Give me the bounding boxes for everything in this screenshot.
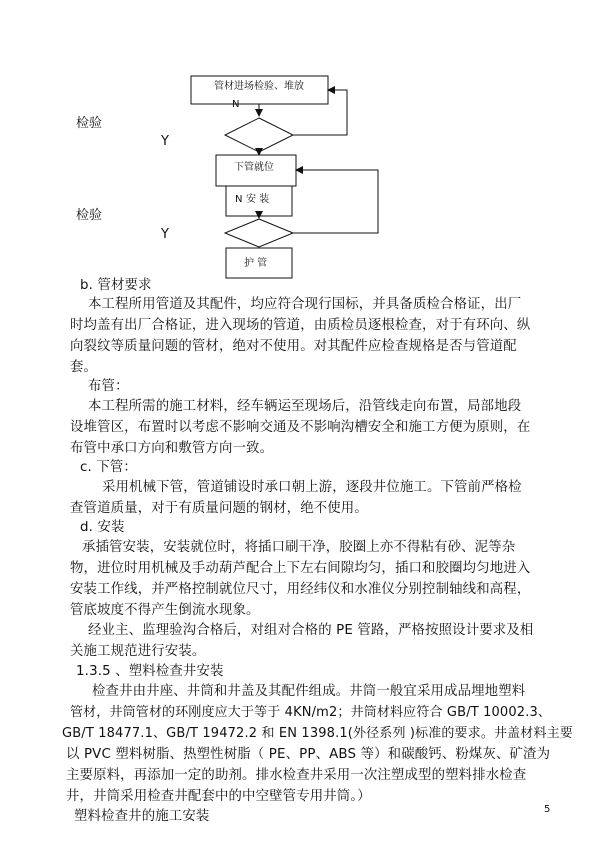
paragraph-line: 物，进位时用机械及手动葫芦配合上下左右间隙均匀，插口和胶圈均匀地进入 — [70, 561, 531, 576]
heading-c-lowering-pipe: c. 下管： — [80, 460, 137, 475]
flow-box-laying-label: 下管就位 — [234, 162, 274, 173]
section-heading-1-3-5: 1.3.5 、塑料检查井安装 — [76, 664, 224, 679]
paragraph-line: 向裂纹等质量问题的管材，绝对不使用。对其配件应检查规格是否与管道配 — [70, 339, 517, 354]
paragraph-line: 设堆管区，布置时以考虑不影响交通及不影响沟槽安全和施工方便为原则，在 — [70, 420, 531, 435]
paragraph-line: 本工程所需的施工材料，经车辆运至现场后，沿管线走向布置，局部地段 — [88, 399, 522, 414]
page-number: 5 — [544, 804, 551, 815]
paragraph-line: 检查井由井座、井筒和井盖及其配件组成。井筒一般宜采用成品埋地塑料 — [92, 684, 526, 699]
paragraph-line: 查管道质量，对于有质量问题的钢材，绝不使用。 — [70, 501, 368, 516]
flowchart — [0, 0, 610, 290]
flow-yes-label-2: Y — [161, 227, 169, 242]
heading-d-installation: d. 安装 — [80, 520, 125, 535]
paragraph-line: 管材，井筒管材的环刚度应大于等于 4KN/m2；井筒材料应符合 GB/T 10002.3、 — [70, 705, 552, 720]
paragraph-line: 时均盖有出厂合格证，进入现场的管道，由质检员逐根检查，对于有环向、纵 — [70, 318, 531, 333]
paragraph-line: 布管中承口方向和敷管方向一致。 — [70, 441, 274, 456]
paragraph-line: 安装工作线，并严格控制就位尺寸，用经纬仪和水准仪分别控制轴线和高程， — [70, 582, 531, 597]
paragraph-line: 经业主、监理验沟合格后，对组对合格的 PE 管路，严格按照设计要求及相 — [88, 623, 534, 638]
paragraph-line: 以 PVC 塑料树脂、热塑性树脂（ PE、PP、ABS 等）和碳酸钙、粉煤灰、矿渣为 — [66, 747, 551, 762]
paragraph-line: 承插管安装，安装就位时，将插口刷干净，胶圈上亦不得粘有砂、泥等杂 — [82, 540, 516, 555]
flow-check-label-1: 检验 — [76, 116, 103, 131]
paragraph-line: 管底坡度不得产生倒流水现象。 — [70, 603, 260, 618]
flow-box-install-label: 安 装 — [246, 194, 270, 205]
subheading-pipe-layout: 布管： — [88, 379, 129, 394]
flow-decision-2 — [225, 219, 293, 247]
paragraph-line: GB/T 18477.1、GB/T 19472.2 和 EN 1398.1(外径系列 )标准的要求。井盖材料主要 — [62, 726, 573, 741]
subheading-plastic-well-installation: 塑料检查井的施工安装 — [74, 809, 210, 824]
flow-yes-label-1: Y — [161, 134, 169, 149]
paragraph-line: 套。 — [70, 360, 98, 375]
heading-b-pipe-requirements: b. 管材要求 — [80, 278, 152, 293]
flow-box-incoming-label: 管材进场检验、堆放 — [214, 81, 304, 92]
flow-no-label-2: N — [235, 194, 243, 205]
flow-no-label-1: N — [232, 99, 240, 110]
paragraph-line: 井，井筒采用检查井配套中的中空壁管专用井筒。） — [66, 789, 371, 804]
flow-check-label-2: 检验 — [76, 208, 103, 223]
flow-box-protect-label: 护 管 — [244, 258, 268, 269]
flow-decision-1 — [225, 118, 293, 152]
paragraph-line: 本工程所用管道及其配件，均应符合现行国标，并具备质检合格证，出厂 — [88, 297, 522, 312]
paragraph-line: 采用机械下管，管道铺设时承口朝上游，逐段井位施工。下管前严格检 — [102, 480, 522, 495]
paragraph-line: 关施工规范进行安装。 — [70, 644, 206, 659]
paragraph-line: 主要原料，再添加一定的助剂。排水检查井采用一次注塑成型的塑料排水检查 — [66, 768, 527, 783]
